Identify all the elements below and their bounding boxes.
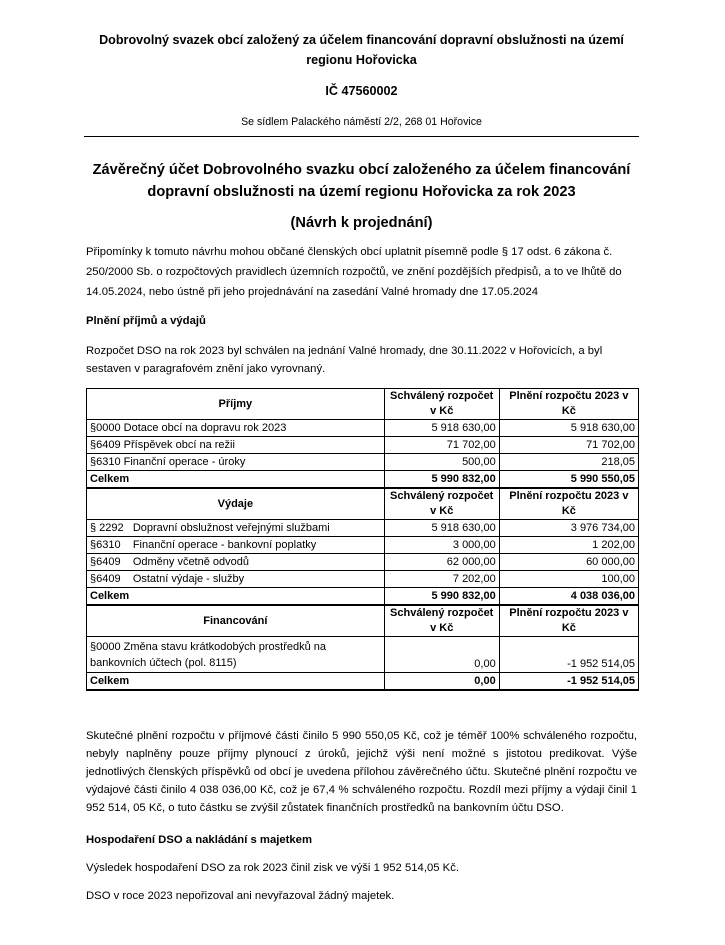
table-row: [87, 637, 639, 673]
table-row: [87, 454, 639, 471]
assets-paragraph: DSO v roce 2023 nepořizoval ani nevyřazoval žádný majetek.: [86, 890, 395, 902]
row-label: §6409 Odměny včetně odvodů: [87, 554, 385, 571]
document-subtitle: (Návrh k projednání): [290, 215, 433, 231]
organization-seat: Se sídlem Palackého náměstí 2/2, 268 01 Hořovice: [241, 116, 482, 128]
row-label: §0000 Změna stavu krátkodobých prostředků na bankovních účtech (pol. 8115): [87, 637, 385, 673]
row-actual: 5 918 630,00: [499, 420, 638, 437]
table-total-row: [87, 471, 639, 489]
total-label: Celkem: [87, 673, 385, 691]
row-label: §6310 Finanční operace - bankovní poplatky: [87, 537, 385, 554]
table-total-row: [87, 673, 639, 691]
row-actual: 60 000,00: [499, 554, 638, 571]
col-approved-header: Schválený rozpočet v Kč: [384, 389, 499, 420]
total-actual: -1 952 514,05: [499, 673, 638, 691]
total-label: Celkem: [87, 588, 385, 606]
section-heading-management: Hospodaření DSO a nakládání s majetkem: [86, 834, 313, 846]
organization-id: IČ 47560002: [325, 84, 398, 98]
total-approved: 0,00: [384, 673, 499, 691]
revenues-title: Příjmy: [87, 389, 385, 420]
table-row: [87, 537, 639, 554]
table-section-header: [87, 605, 639, 637]
col-fulfilment-header: Plnění rozpočtu 2023 v Kč: [499, 389, 638, 420]
table-row: [87, 571, 639, 588]
table-row: [87, 554, 639, 571]
row-approved: 71 702,00: [384, 437, 499, 454]
table-section-header: [87, 488, 639, 520]
row-actual: 1 202,00: [499, 537, 638, 554]
row-approved: 5 918 630,00: [384, 520, 499, 537]
row-label: §6310 Finanční operace - úroky: [87, 454, 385, 471]
row-actual: 3 976 734,00: [499, 520, 638, 537]
organization-name: Dobrovolný svazek obcí založený za účelem financování dopravní obslužnosti na území regionu Hořovicka: [99, 33, 624, 67]
row-approved: 500,00: [384, 454, 499, 471]
row-actual: 100,00: [499, 571, 638, 588]
col-approved-header: Schválený rozpočet v Kč: [384, 488, 499, 520]
table-section-header: [87, 389, 639, 420]
table-row: [87, 420, 639, 437]
total-approved: 5 990 832,00: [384, 588, 499, 606]
row-label: §6409 Příspěvek obcí na režii: [87, 437, 385, 454]
row-label: §6409 Ostatní výdaje - služby: [87, 571, 385, 588]
col-fulfilment-header: Plnění rozpočtu 2023 v Kč: [499, 488, 638, 520]
total-approved: 5 990 832,00: [384, 471, 499, 489]
section-heading-budget: Plnění příjmů a výdajů: [86, 315, 206, 327]
expenditures-title: Výdaje: [87, 488, 385, 520]
row-label: §0000 Dotace obcí na dopravu rok 2023: [87, 420, 385, 437]
total-actual: 5 990 550,05: [499, 471, 638, 489]
table-total-row: [87, 588, 639, 606]
financing-title: Financování: [87, 605, 385, 637]
row-approved: 5 918 630,00: [384, 420, 499, 437]
total-label: Celkem: [87, 471, 385, 489]
row-approved: 62 000,00: [384, 554, 499, 571]
summary-paragraph: Skutečné plnění rozpočtu v příjmové části činilo 5 990 550,05 Kč, což je téměř 100% schváleného rozpočtu, nebyly naplněny pouze příjmy plynoucí z úroků, jejichž výši není možné s jistotou predikovat. Výše jednotlivých členských příspěvků od obcí je uvedena přílohou závěrečného účtu. Skutečné plnění rozpočtu ve výdajové části činilo 4 038 036,00 Kč, což je 67,4 % schváleného rozpočtu. Rozdíl mezi příjmy a výdaji činil 1 952 514, 05 Kč, o tuto částku se zvýšil zůstatek finančních prostředků na bankovním účtu DSO.: [86, 730, 637, 814]
total-actual: 4 038 036,00: [499, 588, 638, 606]
row-actual: -1 952 514,05: [499, 637, 638, 673]
col-fulfilment-header: Plnění rozpočtu 2023 v Kč: [499, 605, 638, 637]
row-approved: 0,00: [384, 637, 499, 673]
table-row: [87, 437, 639, 454]
header-divider: [84, 136, 639, 137]
table-row: [87, 520, 639, 537]
row-approved: 3 000,00: [384, 537, 499, 554]
management-result-paragraph: Výsledek hospodaření DSO za rok 2023 činil zisk ve výši 1 952 514,05 Kč.: [86, 862, 459, 874]
budget-table: [86, 388, 639, 691]
budget-paragraph: Rozpočet DSO na rok 2023 byl schválen na jednání Valné hromady, dne 30.11.2022 v Hořovicích, a byl sestaven v paragrafovém znění jako vyrovnaný.: [86, 345, 603, 375]
document-title: Závěrečný účet Dobrovolného svazku obcí založeného za účelem financování dopravní obslužnosti na území regionu Hořovicka za rok 2023: [92, 162, 631, 200]
row-actual: 218,05: [499, 454, 638, 471]
row-label: § 2292 Dopravní obslužnost veřejnými službami: [87, 520, 385, 537]
intro-paragraph: Připomínky k tomuto návrhu mohou občané členských obcí uplatnit písemně podle § 17 odst. 6 zákona č. 250/2000 Sb. o rozpočtových pravidlech územních rozpočtů, ve znění pozdějších předpisů, a to ve lhůtě do 14.05.2024, nebo ústně při jeho projednávání na zasedání Valné hromady dne 17.05.2024: [86, 246, 622, 298]
col-approved-header: Schválený rozpočet v Kč: [384, 605, 499, 637]
row-actual: 71 702,00: [499, 437, 638, 454]
row-approved: 7 202,00: [384, 571, 499, 588]
